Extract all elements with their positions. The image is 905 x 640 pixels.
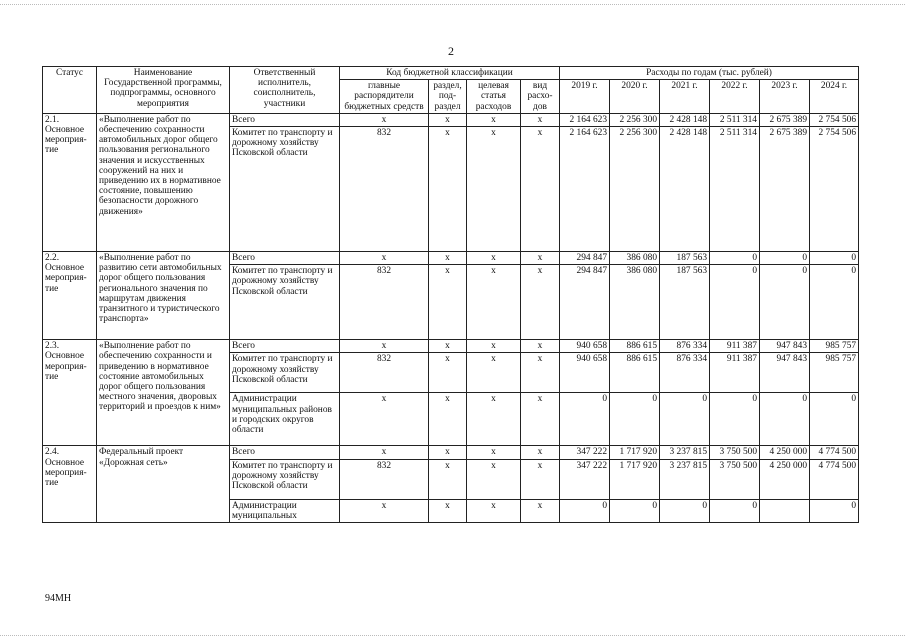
- name-cell: «Выполнение работ по обеспечению сохранности автомобильных дорог общего пользования регионального значения и искусственных сооружений на них и приведению их в нормативное состояние, повышению безопасности дорожного движения»: [97, 113, 230, 251]
- expense-value-cell: 0: [810, 265, 859, 340]
- expense-value-cell: 0: [760, 393, 810, 446]
- expense-value-cell: 985 757: [810, 353, 859, 393]
- budget-code-cell: x: [521, 265, 560, 340]
- expense-value-cell: 2 754 506: [810, 113, 859, 126]
- budget-code-cell: x: [429, 252, 467, 265]
- table-body: [43, 113, 859, 522]
- budget-code-cell: x: [340, 340, 429, 353]
- expense-value-cell: 940 658: [560, 353, 610, 393]
- header-status: Статус: [43, 67, 97, 114]
- budget-code-cell: x: [340, 113, 429, 126]
- expense-value-cell: 2 754 506: [810, 127, 859, 252]
- page-number: 2: [448, 44, 454, 58]
- budget-code-cell: x: [521, 113, 560, 126]
- budget-code-cell: x: [467, 353, 521, 393]
- expense-value-cell: 0: [610, 499, 660, 522]
- expense-value-cell: 3 237 815: [660, 446, 710, 459]
- expense-value-cell: 876 334: [660, 353, 710, 393]
- expense-value-cell: 0: [660, 393, 710, 446]
- budget-code-cell: x: [521, 252, 560, 265]
- expense-value-cell: 947 843: [760, 340, 810, 353]
- table-row: [43, 446, 859, 459]
- budget-code-cell: x: [467, 393, 521, 446]
- expense-value-cell: 1 717 920: [610, 459, 660, 499]
- budget-code-cell: x: [340, 499, 429, 522]
- budget-code-cell: x: [429, 393, 467, 446]
- expense-value-cell: 876 334: [660, 340, 710, 353]
- expense-value-cell: 0: [710, 393, 760, 446]
- expense-value-cell: 294 847: [560, 265, 610, 340]
- expense-value-cell: 0: [710, 499, 760, 522]
- expense-value-cell: 386 080: [610, 252, 660, 265]
- status-cell: 2.2. Основное мероприя-тие: [43, 252, 97, 340]
- expense-value-cell: 3 750 500: [710, 446, 760, 459]
- responsible-cell: Комитет по транспорту и дорожному хозяйству Псковской области: [230, 459, 340, 499]
- status-cell: 2.1. Основное мероприя-тие: [43, 113, 97, 251]
- expense-value-cell: 294 847: [560, 252, 610, 265]
- expense-value-cell: 940 658: [560, 340, 610, 353]
- budget-code-cell: x: [467, 113, 521, 126]
- expense-value-cell: 0: [710, 252, 760, 265]
- expense-value-cell: 0: [810, 252, 859, 265]
- header-year: 2022 г.: [710, 80, 760, 114]
- expense-value-cell: 2 256 300: [610, 113, 660, 126]
- budget-code-cell: x: [521, 499, 560, 522]
- header-name: Наименование Государственной программы, подпрограммы, основного мероприятия: [97, 67, 230, 114]
- header-year: 2021 г.: [660, 80, 710, 114]
- expense-value-cell: 3 750 500: [710, 459, 760, 499]
- header-year: 2023 г.: [760, 80, 810, 114]
- budget-code-cell: x: [340, 252, 429, 265]
- expenses-table: [42, 66, 859, 523]
- scan-edge-top: [0, 4, 905, 5]
- budget-code-cell: x: [429, 499, 467, 522]
- expense-value-cell: 347 222: [560, 459, 610, 499]
- budget-code-cell: x: [521, 127, 560, 252]
- responsible-cell: Всего: [230, 252, 340, 265]
- header-budget-col: главные распорядители бюджетных средств: [340, 80, 429, 114]
- expense-value-cell: 347 222: [560, 446, 610, 459]
- header-budget-col: раздел, под-раздел: [429, 80, 467, 114]
- expense-value-cell: [760, 499, 810, 522]
- expense-value-cell: 187 563: [660, 265, 710, 340]
- expense-value-cell: 2 256 300: [610, 127, 660, 252]
- budget-code-cell: x: [467, 127, 521, 252]
- table-row: [43, 340, 859, 353]
- budget-code-cell: x: [429, 265, 467, 340]
- budget-code-cell: x: [467, 252, 521, 265]
- expense-value-cell: 0: [560, 393, 610, 446]
- status-cell: 2.4. Основное мероприя-тие: [43, 446, 97, 523]
- budget-code-cell: x: [521, 459, 560, 499]
- expense-value-cell: 2 675 389: [760, 127, 810, 252]
- expense-value-cell: 2 675 389: [760, 113, 810, 126]
- name-cell: «Выполнение работ по развитию сети автомобильных дорог общего пользования регионального значения по маршрутам движения транзитного и туристического транспорта»: [97, 252, 230, 340]
- table-header: [43, 67, 859, 114]
- budget-code-cell: x: [429, 459, 467, 499]
- budget-code-cell: x: [429, 353, 467, 393]
- budget-code-cell: x: [521, 393, 560, 446]
- expense-value-cell: 2 164 623: [560, 113, 610, 126]
- name-cell: Федеральный проект «Дорожная сеть»: [97, 446, 230, 523]
- header-year: 2020 г.: [610, 80, 660, 114]
- budget-code-cell: x: [521, 340, 560, 353]
- budget-code-cell: x: [467, 340, 521, 353]
- header-responsible: Ответственный исполнитель, соисполнитель, участники: [230, 67, 340, 114]
- header-expenses: Расходы по годам (тыс. рублей): [560, 67, 859, 80]
- expense-value-cell: 947 843: [760, 353, 810, 393]
- budget-code-cell: x: [521, 353, 560, 393]
- expense-value-cell: 0: [610, 393, 660, 446]
- budget-code-cell: x: [467, 265, 521, 340]
- responsible-cell: Комитет по транспорту и дорожному хозяйству Псковской области: [230, 353, 340, 393]
- expense-value-cell: 0: [810, 499, 859, 522]
- expense-value-cell: 187 563: [660, 252, 710, 265]
- expense-value-cell: 911 387: [710, 353, 760, 393]
- expense-value-cell: 0: [810, 393, 859, 446]
- header-year: 2019 г.: [560, 80, 610, 114]
- header-budget-code: Код бюджетной классификации: [340, 67, 560, 80]
- responsible-cell: Всего: [230, 446, 340, 459]
- budget-code-cell: x: [467, 446, 521, 459]
- footer-code: 94МН: [45, 593, 72, 604]
- table-row: [43, 252, 859, 265]
- expense-value-cell: 2 428 148: [660, 127, 710, 252]
- budget-code-cell: x: [521, 446, 560, 459]
- budget-code-cell: 832: [340, 353, 429, 393]
- expense-value-cell: 2 164 623: [560, 127, 610, 252]
- budget-code-cell: x: [340, 446, 429, 459]
- header-budget-col: целевая статья расходов: [467, 80, 521, 114]
- budget-code-cell: x: [429, 340, 467, 353]
- expense-value-cell: 2 511 314: [710, 113, 760, 126]
- expense-value-cell: 0: [560, 499, 610, 522]
- responsible-cell: Всего: [230, 113, 340, 126]
- expense-value-cell: 386 080: [610, 265, 660, 340]
- expense-value-cell: 886 615: [610, 353, 660, 393]
- budget-code-cell: 832: [340, 459, 429, 499]
- budget-code-cell: x: [429, 113, 467, 126]
- expense-value-cell: 0: [760, 252, 810, 265]
- status-cell: 2.3. Основное мероприя-тие: [43, 340, 97, 446]
- budget-code-cell: 832: [340, 265, 429, 340]
- expense-value-cell: 4 250 000: [760, 446, 810, 459]
- expense-value-cell: 4 774 500: [810, 459, 859, 499]
- expense-value-cell: 0: [760, 265, 810, 340]
- expense-value-cell: 911 387: [710, 340, 760, 353]
- responsible-cell: Комитет по транспорту и дорожному хозяйству Псковской области: [230, 127, 340, 252]
- budget-code-cell: x: [429, 446, 467, 459]
- expense-value-cell: 4 250 000: [760, 459, 810, 499]
- expense-value-cell: 3 237 815: [660, 459, 710, 499]
- expense-value-cell: 1 717 920: [610, 446, 660, 459]
- expense-value-cell: 2 428 148: [660, 113, 710, 126]
- expense-value-cell: 4 774 500: [810, 446, 859, 459]
- expense-value-cell: 0: [710, 265, 760, 340]
- responsible-cell: Администрации муниципальных районов и городских округов области: [230, 393, 340, 446]
- expense-value-cell: 886 615: [610, 340, 660, 353]
- budget-code-cell: x: [340, 393, 429, 446]
- name-cell: «Выполнение работ по обеспечению сохранности и приведению в нормативное состояние автомобильных дорог общего пользования местного значения, дворовых территорий и проездов к ним»: [97, 340, 230, 446]
- budget-code-cell: 832: [340, 127, 429, 252]
- responsible-cell: Администрации муниципальных: [230, 499, 340, 522]
- expense-value-cell: 0: [660, 499, 710, 522]
- responsible-cell: Комитет по транспорту и дорожному хозяйству Псковской области: [230, 265, 340, 340]
- header-budget-col: вид расхо-дов: [521, 80, 560, 114]
- budget-code-cell: x: [467, 499, 521, 522]
- responsible-cell: Всего: [230, 340, 340, 353]
- budget-code-cell: x: [429, 127, 467, 252]
- scan-edge-bottom: [0, 635, 905, 636]
- header-year: 2024 г.: [810, 80, 859, 114]
- expense-value-cell: 985 757: [810, 340, 859, 353]
- budget-code-cell: x: [467, 459, 521, 499]
- expense-value-cell: 2 511 314: [710, 127, 760, 252]
- table-row: [43, 113, 859, 126]
